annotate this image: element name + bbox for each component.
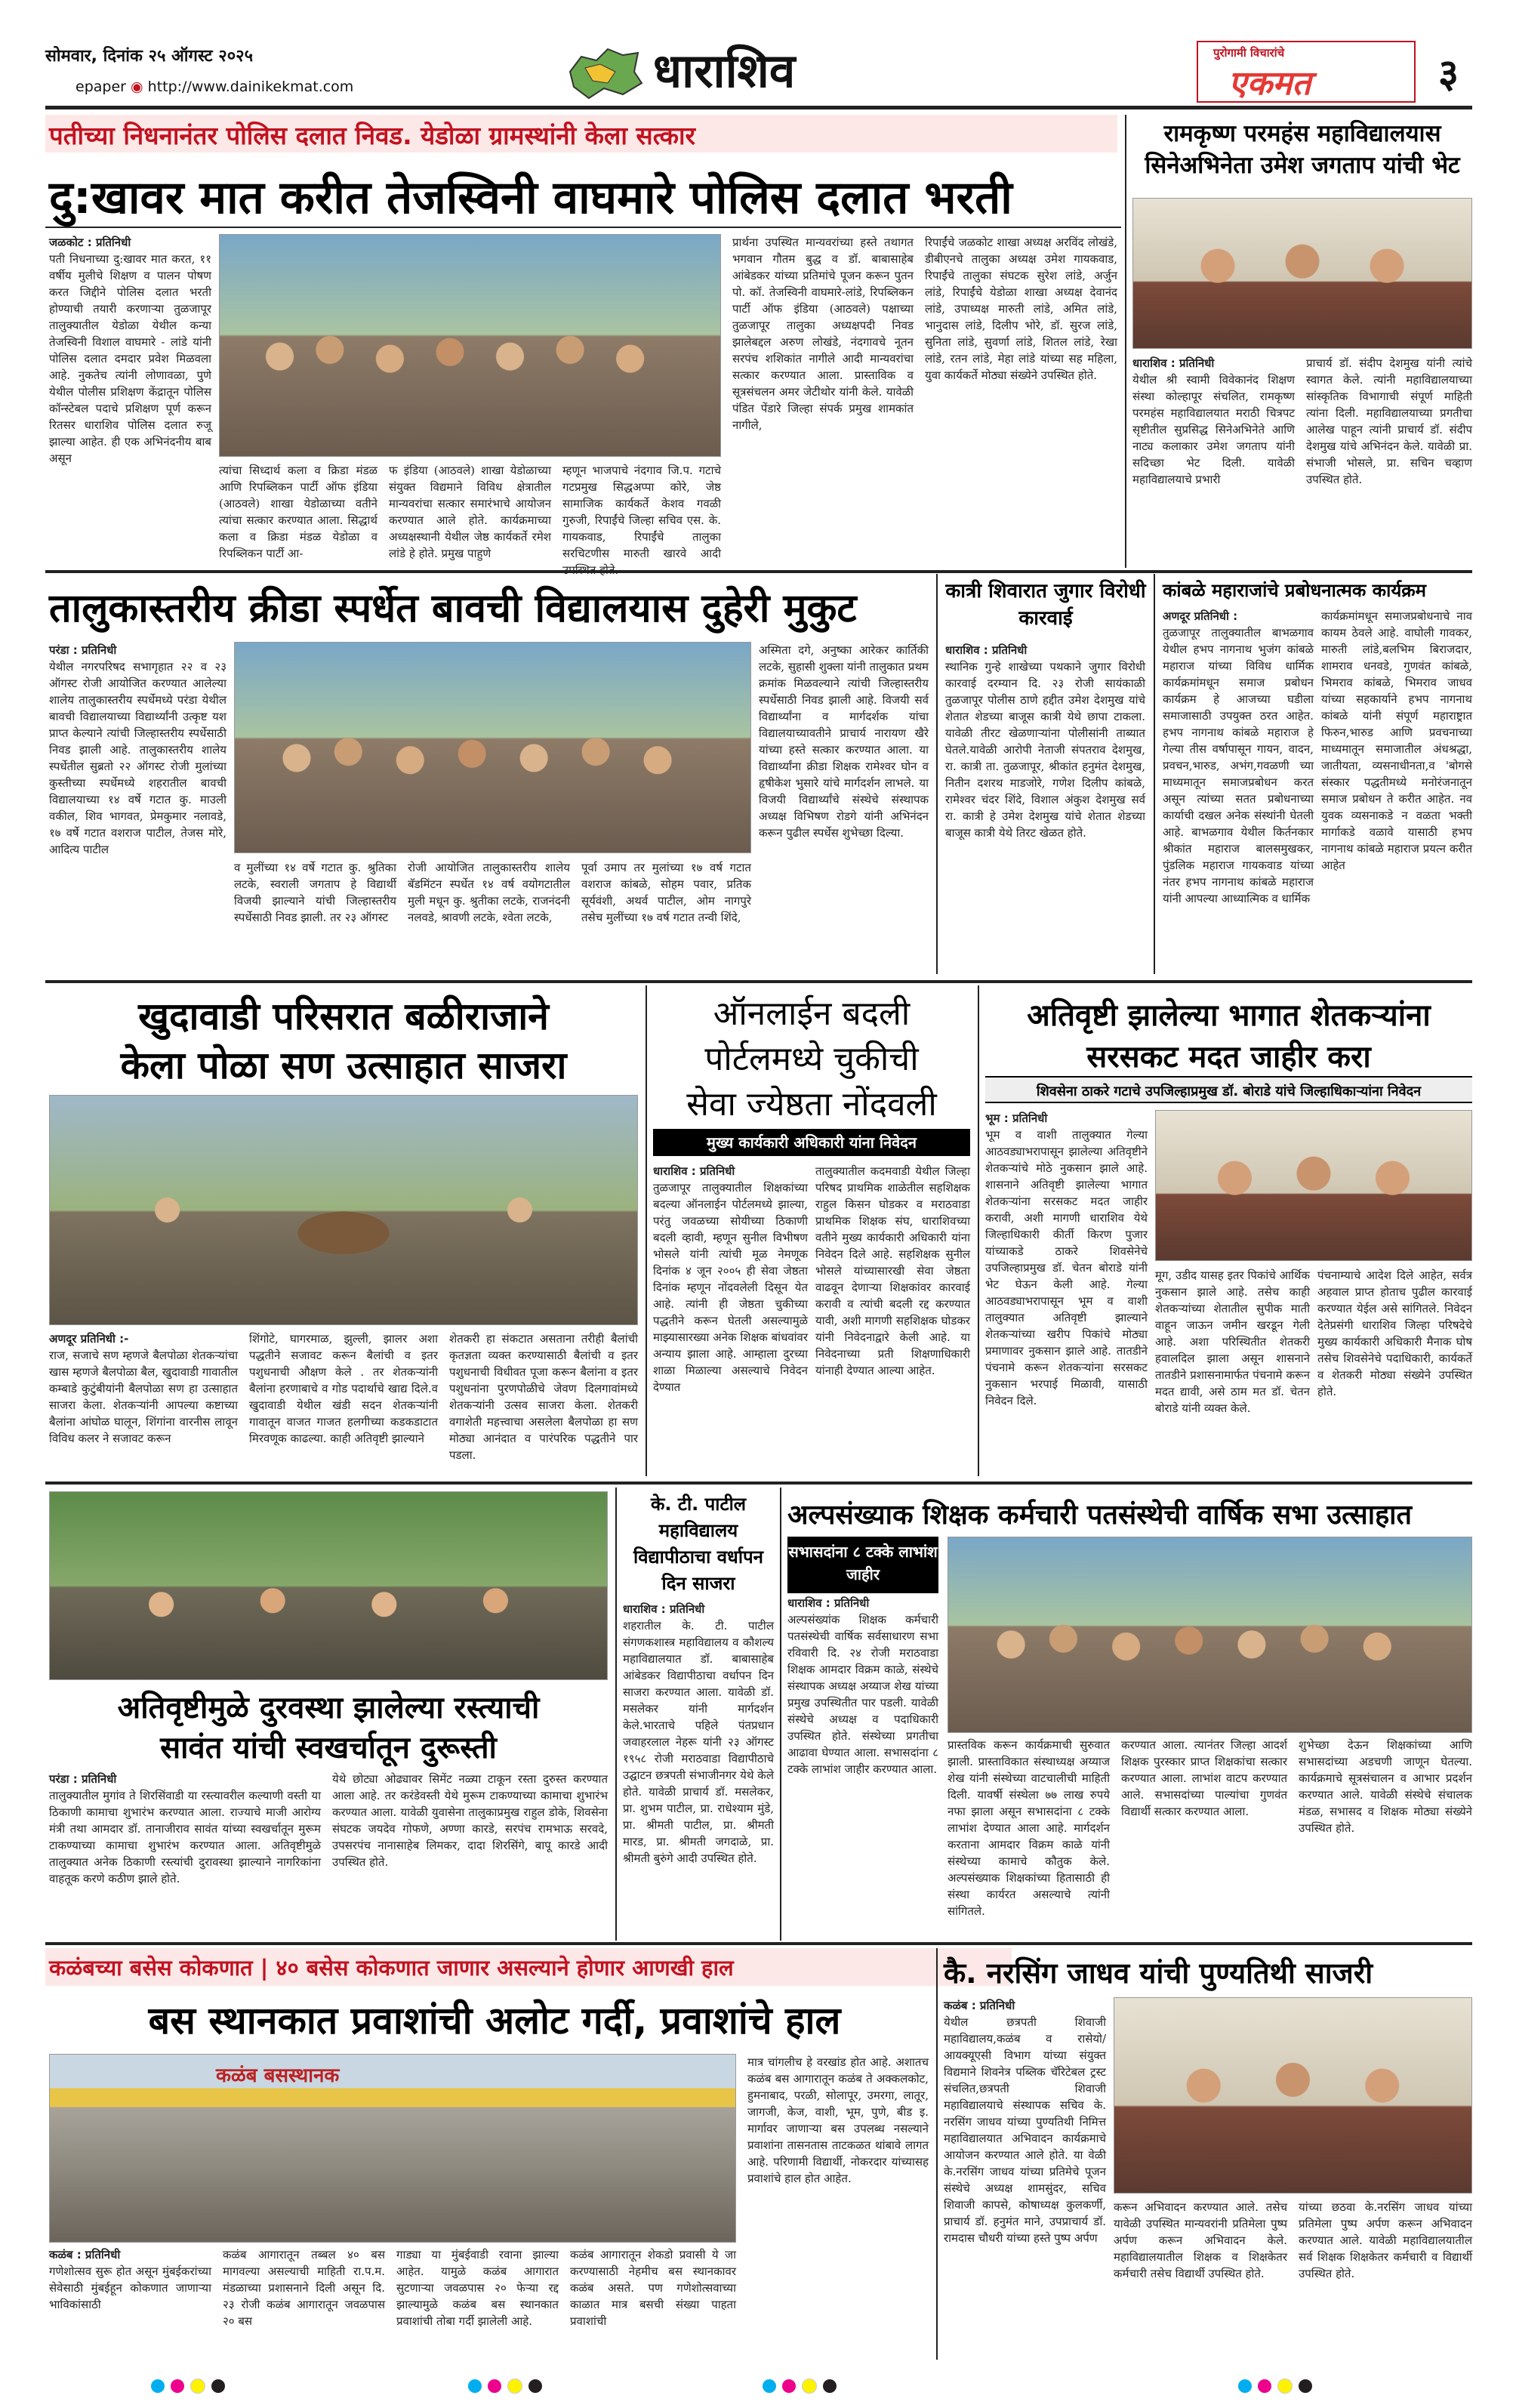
story12-photo <box>49 2054 736 2243</box>
story8-subhead: शिवसेना ठाकरे गटाचे उपजिल्हाप्रमुख डॉ. बोराडे यांचे जिल्हाधिकाऱ्यांना निवेदन <box>1036 1084 1422 1099</box>
column-rule <box>780 1488 781 1941</box>
registration-marks-left <box>151 2379 225 2394</box>
story12-body4: कळंब आगारातून शेकडो प्रवासी ये जा करण्यासाठी नेहमीच बस स्थानकावर कळंब असते. पण गणेशोत्सवाच्या काळात मात्र बसची संख्या पाहता प्रवाशांची <box>570 2248 736 2328</box>
story9-body: शहरातील के. टी. पाटील संगणकशास्त्र महाविद्यालय व कौशल्य महाविद्यालयात डॉ. बाबासाहेब आंबेडकर विद्यापीठाचा वर्धापन दिन साजरा करण्यात आला. यावेळी डॉ. मसलेकर यांनी मार्गदर्शन केले.भारताचे पहिले पंतप्रधान जवाहरलाल नेहरू यांनी २३ ऑगस्ट १९५८ रोजी मराठवाडा विद्यापीठाचे उद्घाटन छत्रपती संभाजीनगर येथे केले होते. यावेळी प्राचार्य डॉ. मसलेकर, प्रा. शुभम पाटील, प्रा. राधेश्याम मुंडे, प्रा. श्रीमती पाटील, प्रा. श्रीमती मारड, प्रा. श्रीमती जगदाळे, प्रा. श्रीमती बुरुंगे आदी उपस्थित होते. <box>623 1619 774 1865</box>
story3-dateline: परंडा : प्रतिनिधी <box>49 643 117 657</box>
cyan-dot <box>468 2379 482 2393</box>
column-rule <box>936 574 938 974</box>
story8-body2: मूग, उडीद यासह इतर पिकांचे आर्थिक नुकसान झाले आहे. तसेच काही शेतकऱ्यांच्या शेतातील सुपीक माती वाहून जाऊन जमीन खरडून गेली आहे. अशा परिस्थितीत शेतकरी हवालदिल झाला असून शासनाने तातडीने प्रशासनामार्फत पंचनामे करून मदत द्यावी, असे ठाम मत डॉ. चेतन बोराडे यांनी व्यक्त केले. <box>1155 1269 1310 1415</box>
story6-body1: राज, सजाचे सण म्हणजे बैलपोळा शेतकऱ्यांचा खास म्हणजे बैलपोळा बैल, खुदावाडी गावातील कम्बाडे कुटुंबीयांनी बैलपोळा सण हा उत्साहात साजरा केला. शेतकऱ्यांनी आपल्या कष्टाच्या बैलांना आंघोळ घालून, शिंगांना वारनीस लावून विविध कलर ने सजावट करून <box>49 1349 238 1445</box>
story12-dateline: कळंब : प्रतिनिधी <box>49 2248 121 2262</box>
story3-photo <box>234 642 751 853</box>
story6-dateline: अणदूर प्रतिनिधी :- <box>49 1332 129 1346</box>
black-dot <box>211 2379 225 2393</box>
story7-headline-l3: सेवा ज्येष्ठता नोंदवली <box>686 1085 937 1124</box>
story12-body3: गाड्या या मुंबईवाडी रवाना झाल्या आहेत. यामुळे कळंब आगारात सुटणाऱ्या जवळपास २० फेऱ्या रद्द झाल्यामुळे कळंब बस स्थानकात प्रवाशांची तोबा गर्दी झालेली आहे. <box>396 2248 559 2328</box>
story3-body1: येथील नगरपरिषद सभागृहात २२ व २३ ऑगस्ट रोजी आयोजित करण्यात आलेल्या शालेय तालुकास्तरीय स्पर्धेमध्ये परंडा येथील बावची विद्यालयाच्या विद्यार्थ्यांनी उत्कृष्ट यश प्राप्त केल्याने त्यांची जिल्हास्तरीय स्पर्धेसाठी निवड झाली आहे. तालुकास्तरीय शालेय स्पर्धेतील सुब्रतो २२ ऑगस्ट रोजी मुलांच्या कुस्तीच्या स्पर्धेमध्ये शहरातील बावची विद्यालयाच्या १४ वर्षे गटात कु. माउली वकील, शिव भागवत, प्रेमकुमार नलावडे, १७ वर्षे गटात वशराज पाटील, तेजस मोरे, आदित्य पाटील <box>49 660 226 856</box>
epaper-label: epaper <box>75 79 126 95</box>
page-number: ३ <box>1438 51 1459 97</box>
story11-photo <box>49 1491 608 1680</box>
masthead-epaper[interactable] <box>75 79 353 95</box>
black-dot <box>823 2379 837 2393</box>
story9-dateline: धाराशिव : प्रतिनिधी <box>623 1602 705 1616</box>
story5-col1 <box>1163 608 1314 974</box>
story13-col1 <box>944 1997 1106 2360</box>
story3-body2: व मुलींच्या १४ वर्षे गटात कु. श्रुतिका लटके, स्वराली जगताप हे विद्यार्थी विजयी झाल्याने यांची जिल्हास्तरीय स्पर्धेसाठी निवड झाली. तर २३ ऑगस्ट <box>234 861 396 924</box>
yellow-dot <box>802 2379 817 2394</box>
magenta-dot <box>1258 2379 1271 2393</box>
story2-body: येथील श्री स्वामी विवेकानंद शिक्षण संस्था कोल्हापूर संचलित, रामकृष्ण परमहंस महाविद्यालयात मराठी चित्रपट सृष्टीतील सुप्रसिद्ध सिनेअभिनेते आणि नाट्य कलाकार उमेश जगताप यांनी सदिच्छा भेट दिली. यावेळी महाविद्यालयाचे प्रभारी <box>1132 373 1295 486</box>
story12-headline: बस स्थानकात प्रवाशांची अलोट गर्दी, प्रवाशांचे हाल <box>148 1999 841 2043</box>
column-rule <box>1125 115 1126 568</box>
yellow-dot <box>507 2379 522 2394</box>
cyan-dot <box>151 2379 165 2393</box>
web-icon: ◉ <box>131 79 143 95</box>
section-rule <box>45 570 1472 573</box>
story13-headline: कै. नरसिंग जाधव यांची पुण्यतिथी साजरी <box>944 1956 1373 1990</box>
story9-col <box>623 1601 774 1937</box>
story7-body1: तुळजापूर तालुक्यातील शिक्षकांच्या बदल्या ऑनलाईन पोर्टलमध्ये झाल्या, परंतु जवळच्या सोयीच्या ठिकाणी बदली व्हावी, म्हणून सुनील विभीषण भोसले यांनी त्यांची मूळ नेमणूक दिनांक ४ जून २००५ ही सेवा जेष्ठता दिनांक म्हणून नोंदवलेली दिसून येत आहे. त्यांनी ही जेष्ठता चुकीच्या पद्धतीने करून घेतली असल्यामुळे माझ्यासारख्या अनेक शिक्षक बांधवांवर अन्याय झाला आहे. आम्हाला दुरच्या शाळा मिळाल्या असल्याचे निवेदन देण्यात <box>653 1181 808 1394</box>
story7-dateline: धाराशिव : प्रतिनिधी <box>653 1164 735 1178</box>
story4-body: स्थानिक गुन्हे शाखेच्या पथकाने जुगार विरोधी कारवाई दरम्यान दि. २३ रोजी सायंकाळी तुळजापूर पोलीस ठाणे हद्दीत उमेश देशमुख यांचे शेतात शेडच्या बाजूस कात्री येथे छापा टाकला. यावेळी तीरट खेळणाऱ्यांना पोलीसांनी ताब्यात घेतले.यावेळी आरोपी नेताजी संपतराव देशमुख, रा. कात्री ता. तुळजापूर, श्रीकांत हनुमंत देशमुख, नितीन दशरथ माडजोरे, गणेश दिलीप कांबळे, रामेश्वर चंदर शिंदे, विशाल अंकुश देशमुख सर्व रा. कात्री हे उमेश देशमुख यांचे शेतात शेडच्या बाजूस कात्री येथे तिरट खेळत होते. <box>945 660 1145 840</box>
masthead <box>0 0 1516 113</box>
story2-photo <box>1132 198 1472 349</box>
story6-col1 <box>49 1330 238 1474</box>
story9-headline-l1: के. टी. पाटील <box>650 1494 747 1515</box>
story10-body2: प्रास्तविक करून कार्यक्रमाची सुरुवात झाली. प्रास्ताविकात संस्थाध्यक्ष अय्याज शेख यांनी संस्थेच्या वाटचालीची माहिती दिली. यावर्षी संस्थेला ७७ लाख रुपये नफा झाला असून सभासदांना ८ टक्के लाभांश देण्यात आला आहे. मार्गदर्शन करताना आमदार विक्रम काळे यांनी संस्थेच्या कामाचे कौतुक केले. अल्पसंख्याक शिक्षकांच्या हितासाठी ही संस्था कार्यरत असल्याचे त्यांनी सांगितले. <box>948 1738 1110 1918</box>
magenta-dot <box>782 2379 796 2393</box>
story1-caption1: त्यांचा सिध्दार्थ कला व क्रिडा मंडळ आणि रिपब्लिकन पार्टी ऑफ इंडिया (आठवले) शाखा येडोळाच्या वतीने त्यांचा सत्कार करण्यात आला. सिद्धार्थ कला व क्रिडा मंडळ येडोळा व रिपब्लिकन पार्टी आ- <box>219 464 377 560</box>
story13-photo <box>1114 1997 1472 2194</box>
story3-col1 <box>49 642 226 974</box>
story10-headline: अल्पसंख्याक शिक्षक कर्मचारी पतसंस्थेची वार्षिक सभा उत्साहात <box>787 1500 1413 1531</box>
district-map-icon <box>562 42 646 102</box>
story6-body2: शिंगोटे, घागरमाळ, झुल्ली, झालर अशा पद्धतीने सजावट करून बैलांची व इतर पशुधनाची औक्षण केले . तर शेतकऱ्यांनी बैलांना हरणाबाचे व गोड पदार्थाचे खाद्य दिले.व खुदावाडी येथील खंडी सदन शेतकऱ्यांनी गावातून वाजत गाजत हलगीच्या कडकडाटात मिरवणूक काढल्या. काही अतिवृष्टी झाल्याने <box>249 1332 438 1445</box>
column-rule <box>1154 574 1155 974</box>
story4-col <box>945 642 1145 974</box>
story12-body5: मात्र चांगलीच हे वरखांड होत आहे. अशातच कळंब बस आगारातून कळंब ते अक्कलकोट, हुमनाबाद, परळी, सोलापूर, उमरगा, लातूर, जागजी, केज, वाशी, भूम, पुणे, बीड इ. मार्गावर जाणाऱ्या बस उपलब्ध नसल्याने प्रवाशांना तासनतास ताटकळत थांबावे लागत आहे. परिणामी विद्यार्थी, नोकरदार यांच्यासह प्रवाशांचे हाल होत आहेत. <box>747 2055 929 2185</box>
story7-headline-l2: पोर्टलमध्ये चुकीची <box>704 1040 919 1078</box>
story4-headline: कात्री शिवारात जुगार विरोधी कारवाई <box>945 580 1146 630</box>
yellow-dot <box>190 2379 205 2394</box>
story2-headline-l1 <box>1132 118 1472 181</box>
rule <box>45 227 1121 228</box>
story7-col1 <box>653 1163 808 1476</box>
brand-tagline: पुरोगामी विचारांचे <box>1213 46 1285 60</box>
story12-kicker: कळंबच्या बसेस कोकणात | ४० बसेस कोकणात जाणार असल्याने होणार आणखी हाल <box>49 1955 734 1981</box>
column-rule <box>978 985 979 1476</box>
story6-body3: शेतकरी हा संकटात असताना तरीही बैलांची कृतज्ञता व्यक्त करण्यासाठी बैलांची व इतर पशुधनाची विधीवत पूजा करून बैलांना व इतर पशुधनांना पुरणपोळीचे जेवण दिलगावांमध्ये शेतकऱ्यांनी उत्सव साजरा केला. शेतकरी वगाशेती महत्त्वाचा असलेला बैलपोळा हा सण मोठ्या आनंदात व पारंपरिक पद्धतीने पार पडला. <box>449 1332 638 1462</box>
story13-body2: करून अभिवादन करण्यात आले. तसेच यावेळी उपस्थित मान्यवरांनी प्रतिमेला पुष्प अर्पण करून अभिवादन केले. महाविद्यालयातील शिक्षक व शिक्षकेतर कर्मचारी तसेच विद्यार्थी उपस्थित होते. <box>1114 2200 1287 2280</box>
brand-logo: एकमत <box>1228 64 1311 103</box>
story8-dateline: भूम : प्रतिनिधी <box>985 1112 1048 1125</box>
story8-body3: पंचनाम्याचे आदेश दिले आहेत, सर्वत्र अहवाल प्राप्त होताच पुढील कारवाई करण्यात येईल असे सांगितले. निवेदन देतेप्रसंगी धाराशिव जिल्हा परिषदेचे मुख्य कार्यकारी अधिकारी मैनाक घोष तसेच शिवसेनेचे पदाधिकारी, कार्यकर्ते व शेतकरी मोठ्या संख्येने उपस्थित होते. <box>1317 1269 1472 1398</box>
edition-title: धाराशिव <box>653 43 796 98</box>
story6-photo <box>49 1095 638 1325</box>
story3-body5: अस्मिता दगे, अनुष्का आरेकर कार्तिकी लटके, सुहासी शुक्ला यांनी तालुकात प्रथम क्रमांक मिळवल्याने त्यांची जिल्हास्तरीय स्पर्धेसाठी निवड झाली आहे. विजयी सर्व विद्यार्थ्यांना व मार्गदर्शक यांचा विद्यालयाच्यावतीने प्राचार्य नारायण खैरे यांच्या हस्ते सत्कार करण्यात आला. या विद्यार्थ्यांना क्रीडा शिक्षक रामेश्वर घोन व हृषीकेश भुसारे यांचे मार्गदर्शन लाभले. या विजयी विद्यार्थ्यांचे संस्थेचे संस्थापक अध्यक्ष विभिषण रोडगे यांनी अभिनंदन करून पुढील स्पर्धेस शुभेच्छा दिल्या. <box>759 643 929 840</box>
story11-dateline: परंडा : प्रतिनिधी <box>49 1772 117 1786</box>
story1-kicker: पतीच्या निधनानंतर पोलिस दलात निवड. येडोळा ग्रामस्थांनी केला सत्कार <box>49 121 695 150</box>
story5-body1: तुळजापूर तालुक्यातील बाभळगाव येथील हभप नागनाथ भुजंग कांबळे महाराज यांच्या विविध धार्मिक कार्यक्रमांमधून समाज प्रबोधन कार्यक्रम हे आजच्या घडीला समाजासाठी उपयुक्त ठरत आहेत. हभप नागनाथ कांबळे महाराज हे गेल्या तीस वर्षापासून गायन, वादन, प्रवचन,भारुड, अभंग,गवळणी च्या माध्यमातून समाजप्रबोधन करत असून त्यांच्या सतत प्रबोधनाच्या कार्याची दखल अनेक संस्थांनी घेतली आहे. बाभळगाव येथील किर्तनकार श्रीकांत महाराज बालसमुखकर, पुंडलिक महाराज गायकवाड यांच्या नंतर हभप नागनाथ कांबळे महाराज यांनी आपल्या आध्यात्मिक व धार्मिक <box>1163 626 1314 905</box>
registration-marks-center <box>763 2379 837 2394</box>
story6-headline-l1: खुदावाडी परिसरात बळीराजाने <box>138 994 549 1038</box>
story12-col1 <box>49 2246 211 2360</box>
story10-col1 <box>787 1595 938 1776</box>
story8-headline-l2: सरसकट मदत जाहीर करा <box>1086 1040 1371 1075</box>
story6-headline-l2: केला पोळा सण उत्साहात साजरा <box>120 1044 567 1087</box>
masthead-rule <box>45 106 1472 109</box>
story2-body2: प्राचार्य डॉ. संदीप देशमुख यांनी त्यांचे स्वागत केले. त्यांनी महाविद्यालयाच्या सांस्कृतिक विभागाची संपूर्ण माहिती त्यांना दिली. महाविद्यालयाच्या प्रगतीचा आलेख पाहून त्यांनी प्राचार्य डॉ. संदीप देशमुख यांचे अभिनंदन केले. यावेळी प्रा. संभाजी भोसले, प्रा. सचिन चव्हाण उपस्थित होते. <box>1306 356 1472 486</box>
brand-box <box>1197 41 1416 103</box>
black-dot <box>528 2379 542 2393</box>
story10-dateline: धाराशिव : प्रतिनिधी <box>787 1596 870 1610</box>
story13-body3: यांच्या छठवा के.नरसिंग जाधव यांच्या प्रतिमेला पुष्प अर्पण करून अभिवादन करण्यात आले. यावेळी महाविद्यालयातील सर्व शिक्षक शिक्षकेतर कर्मचारी व विद्यार्थी उपस्थित होते. <box>1299 2200 1472 2280</box>
story7-headline-l1: ऑनलाईन बदली <box>713 994 911 1033</box>
story11-body1: तालुक्यातील मुगांव ते शिरसिंवाडी या रस्त्यावरील कल्याणी वस्ती या ठिकाणी कामाचा शुभारंभ करण्यात आला. राज्याचे माजी आरोग्य मंत्री तथा आमदार डॉ. तानाजीराव सावंत यांच्या स्वखर्चातून मुरूम टाकण्याच्या कामाचा शुभारंभ करण्यात आला. अतिवृष्टीमुळे तालुक्यात अनेक ठिकाणी रस्त्यांची दुरावस्था झाल्याने नागरिकांना वाहतूक करणे कठीण झाले होते. <box>49 1789 321 1885</box>
magenta-dot <box>171 2379 184 2393</box>
story8-body1: भूम व वाशी तालुक्यात गेल्या आठवड्याभरापासून झालेल्या अतिवृष्टीने शेतकऱ्यांचे मोठे नुकसान झाले आहे. शासनाने अतिवृष्टी झालेल्या भागात शेतकऱ्यांना सरसकट मदत जाहीर करावी, अशी मागणी धाराशिव येथे जिल्हाधिकारी कीर्ती किरण पुजार यांच्याकडे ठाकरे शिवसेनेचे उपजिल्हाप्रमुख डॉ. चेतन बोराडे यांनी भेट घेऊन केली आहे. गेल्या आठवड्याभरापासून भूम व वाशी तालुक्यात अतिवृष्टी झाल्याने शेतकऱ्यांच्या खरीप पिकांचे मोठ्या प्रमाणावर नुकसान झाले आहे. तातडीने पंचनामे करून शेतकऱ्यांना सरसकट नुकसान भरपाई मिळावी, यासाठी निवेदन दिले. <box>985 1128 1148 1407</box>
story7-body2: तालुक्यातील कदमवाडी येथील जिल्हा परिषद प्राथमिक शाळेतील सहशिक्षक राहुल किसन घोडकर व मराठवाडा प्राथमिक शिक्षक संघ, धाराशिवच्या वतीने मुख्य कार्यकारी अधिकारी यांना निवेदन दिले आहे. सहशिक्षक सुनील भोसले यांच्यासारखी सेवा जेष्ठता वाढवून देणाऱ्या शिक्षकांवर कारवाई करावी व त्यांची बदली रद्द करण्यात यावी, अशी मागणी सहशिक्षक घोडकर यांनी निवेदनाद्वारे केली आहे. या निवेदनाच्या प्रती शिक्षणाधिकारी यांनाही देण्यात आल्या आहेत. <box>815 1164 970 1377</box>
story1-photo <box>219 234 721 457</box>
story1-caption3: म्हणून भाजपाचे नंदगाव जि.प. गटाचे गटप्रमुख सिद्धअप्पा कोरे, जेष्ठ सामाजिक कार्यकर्ते केशव गवळी गुरुजी, रिपाईंचे जिल्हा सचिव एस. के. गायकवाड, रिपाईंचे तालुका सरचिटणीस मारुती खारवे आदी <box>562 464 721 560</box>
story2-headline: रामकृष्ण परमहंस महाविद्यालयास सिनेअभिनेता उमेश जगताप यांची भेट <box>1145 120 1460 179</box>
story5-dateline: अणदूर प्रतिनिधी : <box>1163 609 1238 623</box>
story9-headline-l2: महाविद्यालय <box>658 1520 738 1541</box>
story3-headline: तालुकास्तरीय क्रीडा स्पर्धेत बावची विद्यालयास दुहेरी मुकुट <box>49 586 857 631</box>
story5-headline: कांबळे महाराजांचे प्रबोधनात्मक कार्यक्रम <box>1163 580 1427 601</box>
story2-dateline: धाराशिव : प्रतिनिधी <box>1132 356 1215 370</box>
story1-body3: रिपाईंचे जळकोट शाखा अध्यक्ष अरविंद लोखंडे, डीबीएनचे तालुका अध्यक्ष उमेश गायकवाड, रिपाईंचे तालुका संघटक सुरेश लांडे, अर्जुन लांडे, रिपाईंचे येडोळा शाखा अध्यक्ष देवानंद लांडे, उपाध्यक्ष मारुती लांडे, अमित लांडे, भानुदास लांडे, दिलीप भोरे, डॉ. सुरज लांडे, सुनिता लांडे, सुवर्णा लांडे, शितल लांडे, रेखा लांडे, रतन लांडे, मेहा लांडे यांच्या सह महिला, युवा कार्यकर्ते मोठ्या संख्येने उपस्थित होते. <box>925 236 1117 382</box>
story4-headline-wrap <box>944 578 1148 632</box>
story3-body4: पूर्वा उमाप तर मुलांच्या १७ वर्ष गटात वशराज कांबळे, सोहम पवार, प्रतिक सूर्यवंशी, अथर्व पाटील, ओम नागपुरे तसेच मुलींच्या १७ वर्ष गटात तन्वी शिंदे, <box>581 861 751 924</box>
story1-body1: पती निधनाच्या दु:खावर मात करत, ११ वर्षीय मुलीचे शिक्षण व पालन पोषण करत जिद्दीने पोलिस दलात भरती होण्याची तयारी करणाऱ्या तुळजापूर तालुक्यातील येडोळा येथील कन्या तेजस्विनी विशाल वाघमारे - लांडे यांनी पोलिस दलात दमदार प्रवेश मिळवला आहे. नुकतेच त्यांनी लोणावळा, पुणे येथील पोलीस प्रशिक्षण केंद्रातून पोलिस कॉन्स्टेबल पदाचे प्रशिक्षण पूर्ण करून रितसर धाराशिव पोलिस दलात रुजू झाल्या आहेत. ही एक अभिनंदनीय बाब असून <box>49 252 211 465</box>
website-link[interactable]: http://www.dainikekmat.com <box>147 79 354 95</box>
story10-tag: सभासदांना ८ टक्के लाभांश जाहीर <box>788 1543 938 1583</box>
story10-photo <box>948 1537 1472 1733</box>
story12-body2: कळंब आगारातून तब्बल ४० बस मागवल्या असल्याची माहिती रा.प.म. मंडळाच्या प्रशासनाने दिली असून दि. २३ रोजी कळंब आगारातून जवळपास २० बस <box>223 2248 385 2328</box>
story4-dateline: धाराशिव : प्रतिनिधी <box>945 643 1028 657</box>
story1-dateline: जळकोट : प्रतिनिधी <box>49 236 131 249</box>
story1-body2: प्रार्थना उपस्थित मान्यवरांच्या हस्ते तथागत भगवान गौतम बुद्ध व डॉ. बाबासाहेब आंबेडकर यांच्या प्रतिमांचे पूजन करून पुतन पो. कॉ. तेजस्विनी वाघमारे-लांडे, रिपब्लिकन पार्टी ऑफ इंडिया (आठवले) पक्षाच्या तुळजापूर तालुका अध्यक्षपदी निवड झालेबद्दल अरुण लोखंडे, नंदगावचे नूतन सरपंच शशिकांत नागीले आदी मान्यवरांचा सत्कार करण्यात आला. प्रास्ताविक व सूत्रसंचलन अमर जेटीथोर यांनी केले. यावेळी पंडित पेंडारे जिल्हा संपर्क प्रमुख शामकांत नागीले, <box>732 236 914 432</box>
column-rule <box>615 1488 617 1941</box>
magenta-dot <box>488 2379 501 2393</box>
story8-col1 <box>985 1110 1148 1476</box>
black-dot <box>1299 2379 1312 2393</box>
cyan-dot <box>1238 2379 1252 2393</box>
story8-photo <box>1155 1110 1472 1261</box>
story8-subhead-box <box>985 1076 1472 1103</box>
story12-body1: गणेशोत्सव सुरू होत असून मुंबईकरांच्या सेवेसाठी मुंबईहून कोकणात जाणाऱ्या भाविकांसाठी <box>49 2265 211 2311</box>
story3-body3: रोजी आयोजित तालुकास्तरीय शालेय बॅडमिंटन स्पर्धेत १४ वर्ष वयोगटातील मुली मधून कु. श्रुतीका लटके, राजनंदनी नलवडे, श्रावणी लटके, श्वेता लटके, <box>408 861 570 924</box>
masthead-date: सोमवार, दिनांक २५ ऑगस्ट २०२५ <box>45 47 254 66</box>
story13-body1: येथील छत्रपती शिवाजी महाविद्यालय,कळंब व रासेयो/आयक्यूएसी विभाग यांच्या संयुक्त विद्यमाने शिवनेत्र पब्लिक चॅरिटेबल ट्रस्ट संचलित,छत्रपती शिवाजी महाविद्यालयाचे संस्थापक सचिव के. नरसिंग जाधव यांच्या पुण्यतिथी निमित्त महाविद्यालयात अभिवादन कार्यक्रमाचे आयोजन करण्यात आले होते. या वेळी के.नरसिंग जाधव यांच्या प्रतिमेचे पूजन संस्थेचे अध्यक्ष शामसुंदर, सचिव शिवाजी कापसे, कोषाध्यक्ष कुलकर्णी, प्राचार्य डॉ. हनुमंत माने, उपप्राचार्य डॉ. रामदास चौधरी यांच्या हस्ते पुष्प अर्पण <box>944 2015 1106 2245</box>
story10-body4: शुभेच्छा देऊन शिक्षकांच्या आणि सभासदांच्या अडचणी जाणून घेतल्या. कार्यक्रमाचे सूत्रसंचालन व आभार प्रदर्शन करण्यात आले. यावेळी संस्थेचे संचालक मंडळ, सभासद व शिक्षक मोठ्या संख्येने उपस्थित होते. <box>1299 1738 1472 1835</box>
registration-marks-mid <box>468 2379 542 2394</box>
story11-col1 <box>49 1771 321 1937</box>
story5-body2: कार्यक्रमांमधून समाजप्रबोधनाचे नाव कायम ठेवले आहे. वाघोली गावकर, मारुती लांडे,बलभिम बिराजदार, शामराव धनवडे, गुणवंत कांबळे, भिमराव कांबळे, भिमराव जाधव यांच्या सहकार्याने हभप नागनाथ कांबळे यांनी संपूर्ण महाराष्ट्रात फिरुन,भारुड आणि प्रवचनाच्या माध्यमातून समाजातील अंधश्रद्धा, जातीयता, व्यसनाधीनता,व 'बोगसे संस्कार पद्धतीमध्ये मनोरंजनातून समाज प्रबोधन ते करीत आहेत. नव युवक व्यसनाकडे न वळता भक्ती मार्गाकडे वळावे यासाठी हभप नागनाथ कांबळे महाराज प्रयत्न करीत आहेत <box>1321 609 1472 872</box>
story13-dateline: कळंब : प्रतिनिधी <box>944 1999 1015 2012</box>
story2-col1 <box>1132 355 1295 566</box>
cyan-dot <box>763 2379 776 2393</box>
story1-headline: दु:खावर मात करीत तेजस्विनी वाघमारे पोलिस दलात भरती <box>49 171 1012 224</box>
story7-subhead: मुख्य कार्यकारी अधिकारी यांना निवेदन <box>653 1129 970 1156</box>
story1-caption2: फ इंडिया (आठवले) शाखा येडोळाच्या संयुक्त विद्यमाने विविध क्षेत्रातील मान्यवरांचा सत्कार समारंभाचे आयोजन करण्यात आले होते. कार्यक्रमाच्या अध्यक्षस्थानी येथील जेष्ठ कार्यकर्ते रमेश लांडे हे होते. प्रमुख पाहुणे <box>389 464 551 560</box>
section-rule <box>45 1942 1472 1945</box>
story9-headline-l3: विद्यापीठाचा वर्धापन <box>633 1546 763 1568</box>
story8-headline-l1: अतिवृष्टी झालेल्या भागात शेतकऱ्यांना <box>1027 998 1431 1033</box>
story11-body2: येथे छोट्या ओढ्यावर सिमेंट नळ्या टाकून रस्ता दुरुस्त करण्यात आला आहे. तर करंडेवस्ती येथे मुरूम टाकण्याच्या कामाचा शुभारंभ करण्यात आला. यावेळी युवासेना तालुकाप्रमुख राहुल डोके, शिवसेना संघटक जयदेव गोफणे, अण्णा कारडे, सरपंच रामभाऊ सरवदे, उपसरपंच नानासाहेब लिमकर, दादा शिरसिंगे, बापू कारडे आदी उपस्थित होते. <box>332 1772 608 1869</box>
yellow-dot <box>1277 2379 1293 2394</box>
section-rule <box>45 1481 1472 1485</box>
story10-body3: करण्यात आला. त्यानंतर जिल्हा आदर्श शिक्षक पुरस्कार प्राप्त शिक्षकांचा सत्कार करण्यात आला. लाभांश वाटप करण्यात आले. सभासदांच्या पाल्यांचा गुणवंत विद्यार्थी सत्कार करण्यात आला. <box>1121 1738 1287 1818</box>
section-rule <box>45 980 1472 983</box>
story1-col1 <box>49 234 211 566</box>
column-rule <box>936 1948 938 2360</box>
story10-tag-box <box>787 1537 938 1593</box>
story11-headline-l1: अतिवृष्टीमुळे दुरवस्था झालेल्या रस्त्याची <box>117 1691 540 1725</box>
column-rule <box>646 985 647 1476</box>
story11-headline-l2: सावंत यांची स्वखर्चातून दुरूस्ती <box>160 1731 497 1765</box>
story10-body1: अल्पसंख्यांक शिक्षक कर्मचारी पतसंस्थेची वार्षिक सर्वसाधारण सभा रविवारी दि. २४ रोजी मराठवाडा शिक्षक आमदार विक्रम काळे, संस्थेचे संस्थापक अध्यक्ष अय्याज शेख यांच्या प्रमुख उपस्थितीत पार पडली. यावेळी संस्थेचे अध्यक्ष व पदाधिकारी उपस्थित होते. संस्थेच्या प्रगतीचा आढावा घेण्यात आला. सभासदांना ८ टक्के लाभांश जाहीर करण्यात आला. <box>787 1613 938 1776</box>
story9-headline-l4: दिन साजरा <box>661 1573 735 1594</box>
bus-station-sign: कळंब बसस्थानक <box>216 2064 340 2087</box>
registration-marks-right <box>1238 2379 1312 2394</box>
